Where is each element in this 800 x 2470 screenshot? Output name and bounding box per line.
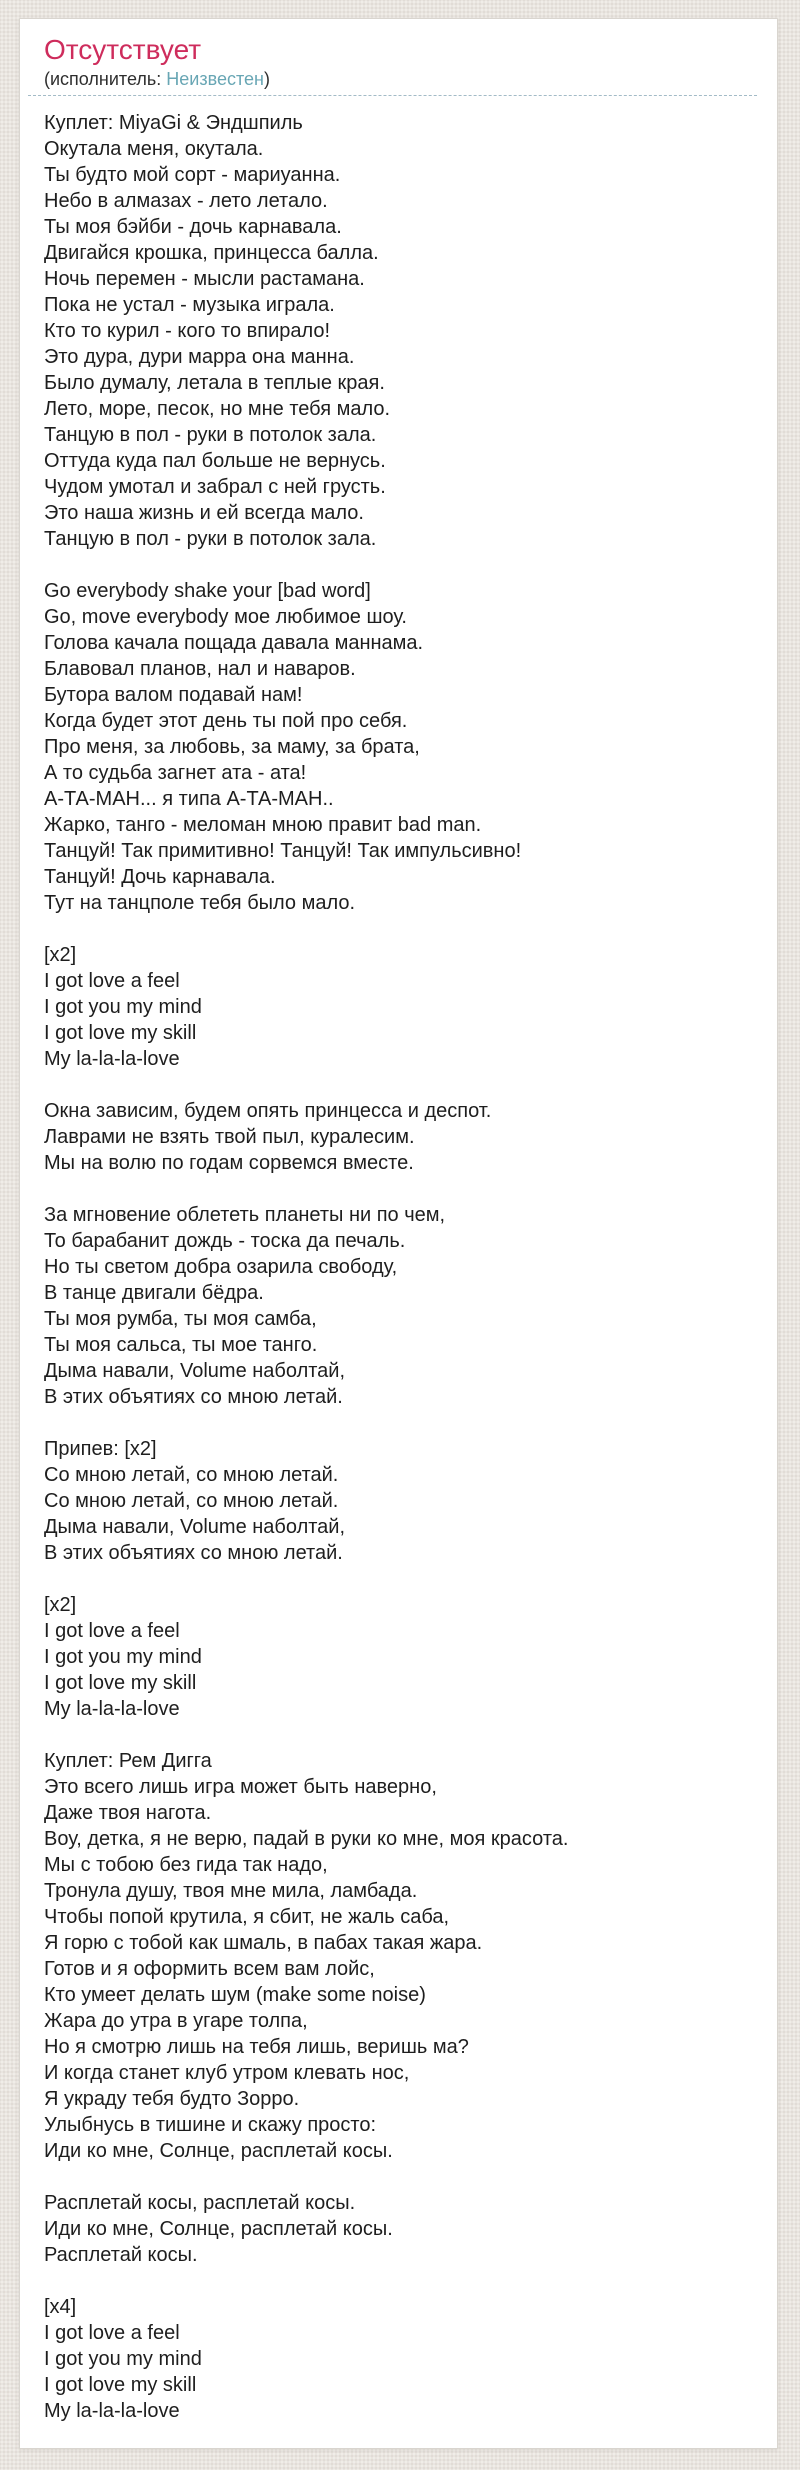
lyric-line: Окна зависим, будем опять принцесса и деспот. xyxy=(44,1100,492,1122)
lyric-line: I got you my mind xyxy=(44,1646,202,1668)
lyric-line: Танцую в пол - руки в потолок зала. xyxy=(44,424,377,446)
lyric-line: My la-la-la-love xyxy=(44,1048,180,1070)
lyric-line: Со мною летай, со мною летай. xyxy=(44,1464,339,1486)
lyric-line: I got love a feel xyxy=(44,2322,180,2344)
lyric-line: Расплетай косы, расплетай косы. xyxy=(44,2192,356,2214)
lyric-line: Пока не устал - музыка играла. xyxy=(44,294,335,316)
lyrics-card xyxy=(19,18,778,2449)
artist-label-prefix: (исполнитель: xyxy=(44,69,162,89)
lyric-line: Окутала меня, окутала. xyxy=(44,138,264,160)
lyric-line: Ты моя румба, ты моя самба, xyxy=(44,1308,317,1330)
lyric-line: Иди ко мне, Солнце, расплетай косы. xyxy=(44,2140,393,2162)
lyric-line: Жарко, танго - меломан мною правит bad man. xyxy=(44,814,482,836)
song-header xyxy=(28,33,757,96)
lyric-line: [x2] xyxy=(44,944,77,966)
lyric-line: I got love a feel xyxy=(44,970,180,992)
lyric-line: I got you my mind xyxy=(44,996,202,1018)
lyric-line: Иди ко мне, Солнце, расплетай косы. xyxy=(44,2218,393,2240)
lyric-line: My la-la-la-love xyxy=(44,1698,180,1720)
lyric-line: Мы на волю по годам сорвемся вместе. xyxy=(44,1152,414,1174)
lyric-line: За мгновение облететь планеты ни по чем, xyxy=(44,1204,446,1226)
lyric-line: Но я смотрю лишь на тебя лишь, веришь ма? xyxy=(44,2036,469,2058)
lyric-line: Оттуда куда пал больше не вернусь. xyxy=(44,450,386,472)
lyric-line: Воу, детка, я не верю, падай в руки ко мне, моя красота. xyxy=(44,1828,569,1850)
lyric-line: Дыма навали, Volume наболтай, xyxy=(44,1516,346,1538)
lyric-line: Я украду тебя будто Зорро. xyxy=(44,2088,300,2110)
lyric-line: I got love my skill xyxy=(44,1022,197,1044)
lyric-line: Это дура, дури марра она манна. xyxy=(44,346,355,368)
lyric-line: Дыма навали, Volume наболтай, xyxy=(44,1360,346,1382)
lyric-line: Улыбнусь в тишине и скажу просто: xyxy=(44,2114,377,2136)
lyric-line: Тронула душу, твоя мне мила, ламбада. xyxy=(44,1880,418,1902)
lyric-line: Куплет: MiyaGi & Эндшпиль xyxy=(44,112,303,134)
lyric-line: Чтобы попой крутила, я сбит, не жаль саба, xyxy=(44,1906,450,1928)
lyric-line: Кто то курил - кого то впирало! xyxy=(44,320,331,342)
lyric-line: Go everybody shake your [bad word] xyxy=(44,580,371,602)
lyric-line: [x4] xyxy=(44,2296,77,2318)
lyric-line: Куплет: Рем Дигга xyxy=(44,1750,212,1772)
lyric-line: I got love my skill xyxy=(44,2374,197,2396)
lyric-line xyxy=(44,2164,757,2190)
lyric-line: Я горю с тобой как шмаль, в пабах такая жара. xyxy=(44,1932,483,1954)
lyric-line: I got love my skill xyxy=(44,1672,197,1694)
lyric-line: Танцуй! Так примитивно! Танцуй! Так импульсивно! xyxy=(44,840,522,862)
lyric-line: Кто умеет делать шум (make some noise) xyxy=(44,1984,426,2006)
lyric-line: Готов и я оформить всем вам лойс, xyxy=(44,1958,375,1980)
lyric-line: В танце двигали бёдра. xyxy=(44,1282,264,1304)
lyric-line xyxy=(44,1722,757,1748)
lyric-line: Ты моя сальса, ты мое танго. xyxy=(44,1334,318,1356)
lyric-line: Go, move everybody мое любимое шоу. xyxy=(44,606,407,628)
lyric-line xyxy=(44,1566,757,1592)
lyric-line xyxy=(44,552,757,578)
lyric-line xyxy=(44,2268,757,2294)
lyric-line: Блавовал планов, нал и наваров. xyxy=(44,658,356,680)
lyric-line: Танцую в пол - руки в потолок зала. xyxy=(44,528,377,550)
lyric-line: Даже твоя нагота. xyxy=(44,1802,212,1824)
lyric-line xyxy=(44,916,757,942)
lyric-line: Это наша жизнь и ей всегда мало. xyxy=(44,502,364,524)
lyric-line: Чудом умотал и забрал с ней грусть. xyxy=(44,476,386,498)
lyric-line: I got you my mind xyxy=(44,2348,202,2370)
lyric-line: В этих объятиях со мною летай. xyxy=(44,1386,343,1408)
lyric-line: Двигайся крошка, принцесса балла. xyxy=(44,242,379,264)
lyric-line: Расплетай косы. xyxy=(44,2244,198,2266)
lyric-line xyxy=(44,1410,757,1436)
lyric-line: Про меня, за любовь, за маму, за брата, xyxy=(44,736,420,758)
lyric-line: Бутора валом подавай нам! xyxy=(44,684,303,706)
lyric-line: Это всего лишь игра может быть наверно, xyxy=(44,1776,437,1798)
lyric-line: Танцуй! Дочь карнавала. xyxy=(44,866,276,888)
lyric-line: Но ты светом добра озарила свободу, xyxy=(44,1256,398,1278)
lyric-line: Голова качала пощада давала маннама. xyxy=(44,632,424,654)
lyric-line xyxy=(44,1176,757,1202)
lyric-line: Ты моя бэйби - дочь карнавала. xyxy=(44,216,342,238)
lyric-line: I got love a feel xyxy=(44,1620,180,1642)
lyric-line: [x2] xyxy=(44,1594,77,1616)
artist-label-suffix: ) xyxy=(263,69,270,89)
lyric-line: Небо в алмазах - лето летало. xyxy=(44,190,328,212)
lyric-line: Жара до утра в угаре толпа, xyxy=(44,2010,308,2032)
lyric-line: Когда будет этот день ты пой про себя. xyxy=(44,710,408,732)
lyric-line: Ночь перемен - мысли растамана. xyxy=(44,268,365,290)
lyric-line: А то судьба загнет ата - ата! xyxy=(44,762,307,784)
artist-line xyxy=(44,67,757,91)
lyric-line: Ты будто мой сорт - мариуанна. xyxy=(44,164,341,186)
lyric-line: Мы с тобою без гида так надо, xyxy=(44,1854,328,1876)
page-title: Отсутствует xyxy=(44,34,202,65)
artist-link[interactable]: Неизвестен xyxy=(166,69,264,89)
lyric-line: А-ТА-МАН... я типа А-ТА-МАН.. xyxy=(44,788,334,810)
lyric-line xyxy=(44,1072,757,1098)
lyric-line: То барабанит дождь - тоска да печаль. xyxy=(44,1230,406,1252)
lyrics-text xyxy=(44,110,757,2424)
lyric-line: Тут на танцполе тебя было мало. xyxy=(44,892,356,914)
lyric-line: Было думалу, летала в теплые края. xyxy=(44,372,385,394)
lyric-line: В этих объятиях со мною летай. xyxy=(44,1542,343,1564)
lyric-line: My la-la-la-love xyxy=(44,2400,180,2422)
lyric-line: Припев: [x2] xyxy=(44,1438,157,1460)
lyric-line: Со мною летай, со мною летай. xyxy=(44,1490,339,1512)
lyric-line: Лаврами не взять твой пыл, куралесим. xyxy=(44,1126,415,1148)
lyric-line: И когда станет клуб утром клевать нос, xyxy=(44,2062,410,2084)
lyric-line: Лето, море, песок, но мне тебя мало. xyxy=(44,398,391,420)
